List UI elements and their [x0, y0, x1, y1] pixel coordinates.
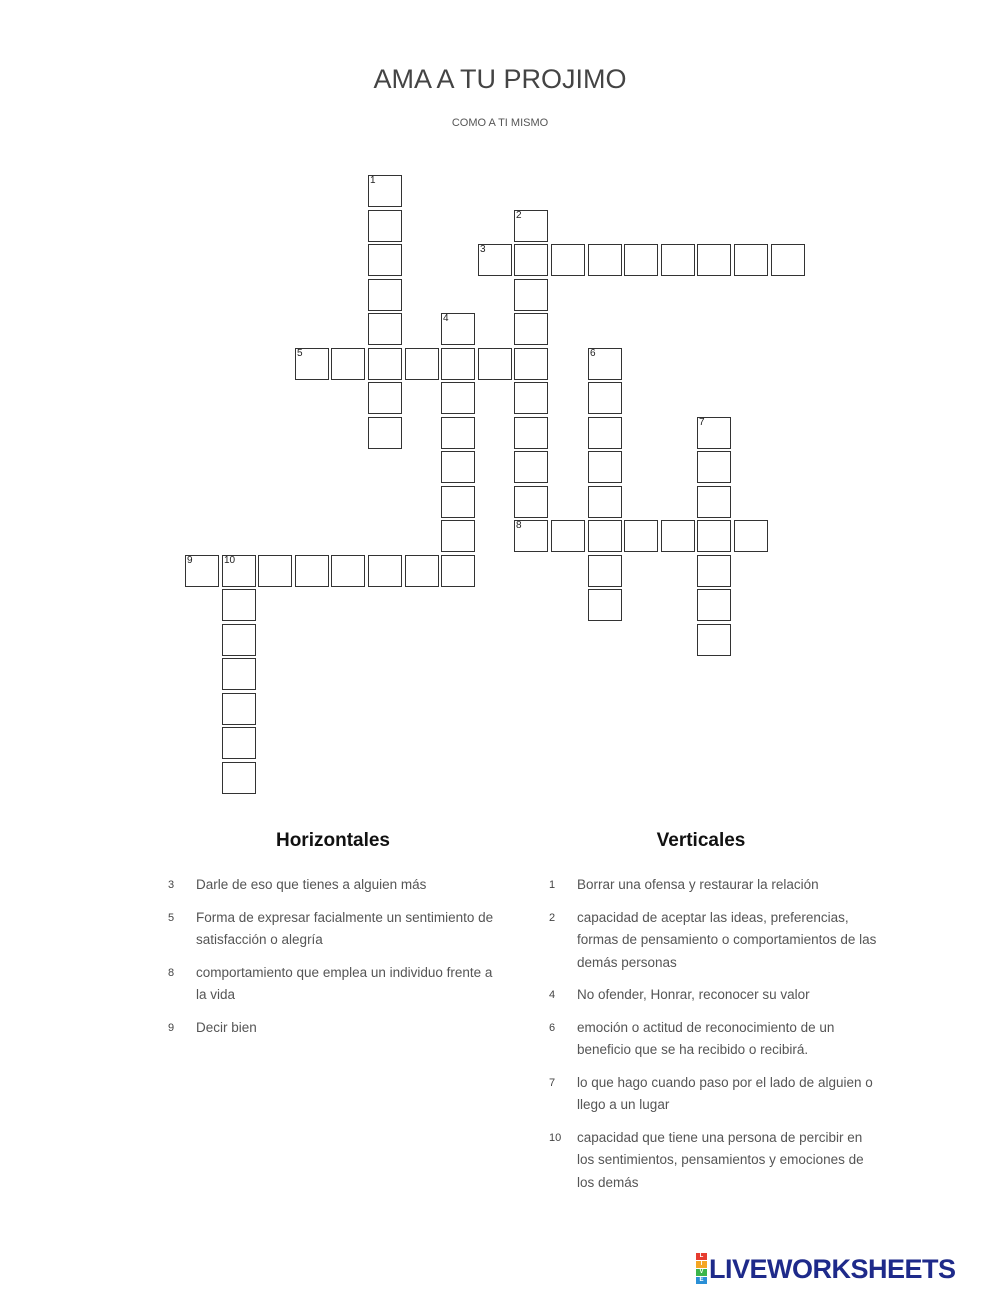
liveworksheets-logo — [696, 1254, 956, 1284]
crossword-cell[interactable] — [478, 244, 512, 276]
crossword-cell[interactable] — [222, 658, 256, 690]
crossword-cell[interactable] — [222, 555, 256, 587]
crossword-cell[interactable] — [222, 589, 256, 621]
cell-number: 1 — [370, 175, 376, 186]
crossword-cell[interactable] — [661, 244, 695, 276]
clue-item — [549, 874, 879, 897]
clue-number: 10 — [549, 1131, 562, 1144]
clue-text: Forma de expresar facialmente un sentimiento de satisfacción o alegría — [196, 909, 494, 947]
logo-text: LIVEWORKSHEETS — [709, 1253, 956, 1284]
crossword-cell[interactable] — [331, 555, 365, 587]
crossword-cell[interactable] — [368, 175, 402, 207]
crossword-cell[interactable] — [222, 693, 256, 725]
clue-item — [549, 1017, 879, 1062]
crossword-cell[interactable] — [551, 520, 585, 552]
cell-number: 2 — [516, 210, 522, 221]
crossword-cell[interactable] — [368, 244, 402, 276]
horizontal-clue-list — [168, 874, 498, 1049]
crossword-cell[interactable] — [441, 313, 475, 345]
crossword-cell[interactable] — [697, 486, 731, 518]
crossword-cell[interactable] — [588, 555, 622, 587]
crossword-cell[interactable] — [368, 210, 402, 242]
crossword-cell[interactable] — [624, 244, 658, 276]
clue-text: comportamiento que emplea un individuo frente a la vida — [196, 964, 493, 1002]
crossword-cell[interactable] — [734, 520, 768, 552]
crossword-cell[interactable] — [697, 244, 731, 276]
crossword-cell[interactable] — [514, 486, 548, 518]
clue-number: 4 — [549, 989, 556, 1001]
badge-letter: V — [696, 1269, 707, 1276]
crossword-cell[interactable] — [697, 520, 731, 552]
crossword-cell[interactable] — [588, 589, 622, 621]
clue-text: capacidad que tiene una persona de percibir en los sentimientos, pensamientos y emociones de los demás — [577, 1129, 864, 1190]
cell-number: 10 — [224, 555, 236, 566]
crossword-cell[interactable] — [588, 417, 622, 449]
clue-number: 9 — [168, 1021, 175, 1034]
cell-number: 9 — [187, 555, 193, 566]
page-title: AMA A TU PROJIMO — [373, 64, 627, 94]
crossword-cell[interactable] — [514, 382, 548, 414]
badge-letter: I — [696, 1261, 707, 1268]
crossword-cell[interactable] — [697, 555, 731, 587]
crossword-cell[interactable] — [331, 348, 365, 380]
crossword-cell[interactable] — [441, 417, 475, 449]
clue-number: 2 — [549, 911, 556, 924]
crossword-cell[interactable] — [405, 348, 439, 380]
crossword-cell[interactable] — [368, 382, 402, 414]
vertical-clue-list — [549, 874, 879, 1204]
crossword-cell[interactable] — [368, 313, 402, 345]
clue-text: capacidad de aceptar las ideas, preferencias, formas de pensamiento o comportamientos de las demás personas — [577, 909, 877, 970]
crossword-cell[interactable] — [514, 520, 548, 552]
crossword-cell[interactable] — [441, 486, 475, 518]
crossword-cell[interactable] — [368, 348, 402, 380]
vertical-heading: Verticales — [656, 830, 746, 851]
clue-number: 1 — [549, 879, 556, 891]
clue-text: Darle de eso que tienes a alguien más — [196, 877, 427, 892]
cell-number: 3 — [480, 244, 486, 255]
clue-item — [549, 1072, 879, 1117]
clue-item — [168, 962, 498, 1007]
clue-item — [549, 907, 879, 975]
crossword-cell[interactable] — [258, 555, 292, 587]
clue-number: 7 — [549, 1076, 556, 1089]
clue-item — [168, 1017, 498, 1040]
crossword-cell[interactable] — [514, 348, 548, 380]
badge-letter: E — [696, 1277, 707, 1284]
clue-text: Decir bien — [196, 1019, 257, 1035]
crossword-cell[interactable] — [295, 555, 329, 587]
page-subtitle: COMO A TI MISMO — [451, 117, 549, 129]
clue-item — [549, 1127, 879, 1195]
clue-text: lo que hago cuando paso por el lado de alguien o llego a un lugar — [577, 1074, 873, 1112]
clue-item — [549, 984, 879, 1007]
crossword-cell[interactable] — [588, 382, 622, 414]
crossword-cell[interactable] — [514, 313, 548, 345]
crossword-cell[interactable] — [368, 555, 402, 587]
clue-item — [168, 874, 498, 897]
crossword-cell[interactable] — [514, 417, 548, 449]
clue-number: 6 — [549, 1021, 556, 1034]
crossword-cell[interactable] — [441, 555, 475, 587]
crossword-cell[interactable] — [222, 624, 256, 656]
crossword-cell[interactable] — [624, 520, 658, 552]
crossword-cell[interactable] — [514, 210, 548, 242]
crossword-cell[interactable] — [697, 417, 731, 449]
cell-number: 4 — [443, 313, 449, 324]
crossword-cell[interactable] — [368, 417, 402, 449]
horizontal-heading: Horizontales — [275, 830, 391, 851]
crossword-cell[interactable] — [514, 279, 548, 311]
clue-number: 8 — [168, 966, 175, 979]
crossword-cell[interactable] — [185, 555, 219, 587]
crossword-cell[interactable] — [697, 589, 731, 621]
crossword-cell[interactable] — [368, 279, 402, 311]
crossword-cell[interactable] — [551, 244, 585, 276]
clue-text: No ofender, Honrar, reconocer su valor — [577, 987, 810, 1002]
crossword-cell[interactable] — [588, 244, 622, 276]
crossword-cell[interactable] — [514, 244, 548, 276]
clue-text: Borrar una ofensa y restaurar la relación — [577, 877, 819, 892]
clue-number: 3 — [168, 879, 175, 891]
crossword-cell[interactable] — [441, 520, 475, 552]
crossword-cell[interactable] — [441, 348, 475, 380]
crossword-cell[interactable] — [588, 348, 622, 380]
crossword-cell[interactable] — [588, 451, 622, 483]
crossword-cell[interactable] — [588, 520, 622, 552]
logo-badge — [696, 1253, 707, 1285]
crossword-cell[interactable] — [588, 486, 622, 518]
cell-number: 6 — [590, 348, 596, 359]
crossword-cell[interactable] — [441, 382, 475, 414]
crossword-cell[interactable] — [478, 348, 512, 380]
cell-number: 5 — [297, 348, 303, 359]
crossword-cell[interactable] — [222, 727, 256, 759]
crossword-cell[interactable] — [734, 244, 768, 276]
crossword-cell[interactable] — [405, 555, 439, 587]
crossword-cell[interactable] — [697, 624, 731, 656]
cell-number: 7 — [699, 417, 705, 428]
crossword-cell[interactable] — [295, 348, 329, 380]
badge-letter: L — [696, 1253, 707, 1260]
crossword-cell[interactable] — [441, 451, 475, 483]
crossword-cell[interactable] — [222, 762, 256, 794]
cell-number: 8 — [516, 520, 522, 531]
crossword-cell[interactable] — [771, 244, 805, 276]
clue-item — [168, 907, 498, 952]
crossword-cell[interactable] — [661, 520, 695, 552]
clue-number: 5 — [168, 911, 175, 924]
clue-text: emoción o actitud de reconocimiento de un beneficio que se ha recibido o recibirá. — [577, 1019, 835, 1057]
crossword-cell[interactable] — [697, 451, 731, 483]
crossword-cell[interactable] — [514, 451, 548, 483]
